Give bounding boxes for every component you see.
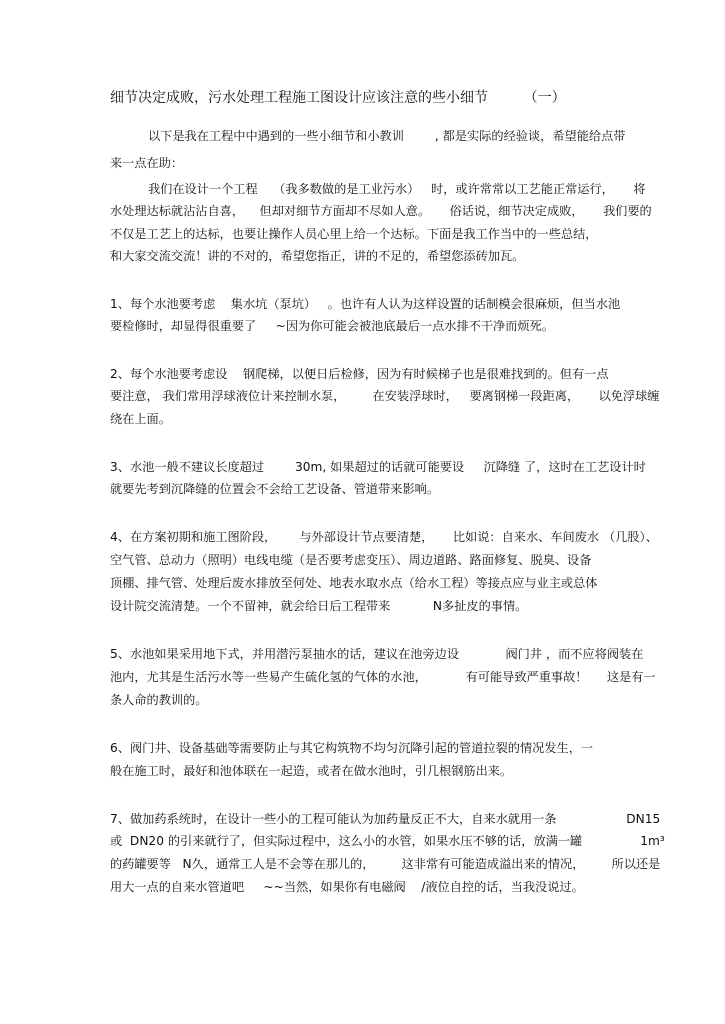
item-1-line-2: 要检修时，却显得很重要了 ~因为你可能会被池底最后一点水排不干净而烦死。 <box>110 319 554 333</box>
intro-line-4: 水处理达标就沾沾自喜， 但却对细节方面却不尽如人意。 俗话说，细节决定成败， 我们要的 <box>110 204 652 218</box>
item-4-line-3: 顶棚、排气管、处理后废水排放至何处、地表水取水点（给水工程）等接点应与业主或总体 <box>110 576 598 590</box>
intro-line-3: 我们在设计一个工程 （我多数做的是工业污水） 时，或许常常以工艺能正常运行， 将 <box>148 182 646 196</box>
item-2-line-3: 绕在上面。 <box>110 412 171 426</box>
item-2-line-1: 2、每个水池要考虑设 钢爬梯，以便日后检修，因为有时候梯子也是很难找到的。但有一点 <box>110 367 609 381</box>
item-3-line-2: 就要先考到沉降缝的位置会不会给工艺设备、管道带来影响。 <box>110 482 440 496</box>
item-4-line-1: 4、在方案初期和施工图阶段， 与外部设计节点要清楚， 比如说：自来水、车间废水 （几股）、 <box>110 530 658 544</box>
item-4-line-4: 设计院交流清楚。一个不留神，就会给日后工程带来 N多扯皮的事情。 <box>110 599 528 613</box>
item-7-line-4: 用大一点的自来水管道吧 ~~当然，如果你有电磁阀 /液位自控的话，当我没说过。 <box>110 880 584 894</box>
item-3-line-1: 3、水池一般不建议长度超过 30m, 如果超过的话就可能要设 沉降缝 了，这时在工艺设计时 <box>110 460 646 474</box>
intro-line-6: 和大家交流交流！讲的不对的，希望您指正，讲的不足的，希望您添砖加瓦。 <box>110 249 525 263</box>
item-7-line-3: 的药罐要等 N久，通常工人是不会等在那儿的， 这非常有可能造成溢出来的情况， 所以还是 <box>110 857 661 871</box>
item-2-line-2: 要注意， 我们常用浮球液位计来控制水泵， 在安装浮球时， 要离钢梯一段距离， 以免浮球缠 <box>110 389 660 403</box>
intro-line-1: 以下是我在工程中中遇到的一些小细节和小教训 , 都是实际的经验谈，希望能给点带 <box>148 129 626 143</box>
item-7-line-1: 7、做加药系统时，在设计一些小的工程可能认为加药量反正不大，自来水就用一条 DN15 <box>110 812 661 826</box>
item-6-line-1: 6、阀门井、设备基础等需要防止与其它构筑物不均匀沉降引起的管道拉裂的情况发生，一 <box>110 741 594 755</box>
page-title: 细节决定成败，污水处理工程施工图设计应该注意的些小细节 （一） <box>110 90 566 106</box>
item-4-line-2: 空气管、总动力（照明）电线电缆（是否要考虑变压）、周边道路、路面修复、脱臭、设备 <box>110 553 592 567</box>
item-1-line-1: 1、每个水池要考虑 集水坑（泵坑） 。也许有人认为这样设置的话制模会很麻烦，但当水池 <box>110 297 621 311</box>
intro-line-2: 来一点在助： <box>110 156 184 170</box>
intro-line-5: 不仅是工艺上的达标，也要让操作人员心里上给一个达标。下面是我工作当中的一些总结， <box>110 227 598 241</box>
item-5-line-3: 条人命的教训的。 <box>110 693 208 707</box>
item-7-line-2: 或 DN20 的引来就行了，但实际过程中，这么小的水管，如果水压不够的话，放满一罐 1m³ <box>110 834 665 848</box>
item-5-line-1: 5、水池如果采用地下式，并用潜污泵抽水的话，建议在池旁边设 阀门井 ，而不应将阀装在 <box>110 647 644 661</box>
item-6-line-2: 般在施工时，最好和池体联在一起造，或者在做水池时，引几根钢筋出来。 <box>110 764 513 778</box>
item-5-line-2: 池内，尤其是生活污水等一些易产生硫化氢的气体的水池， 有可能导致严重事故！ 这是有一 <box>110 670 656 684</box>
